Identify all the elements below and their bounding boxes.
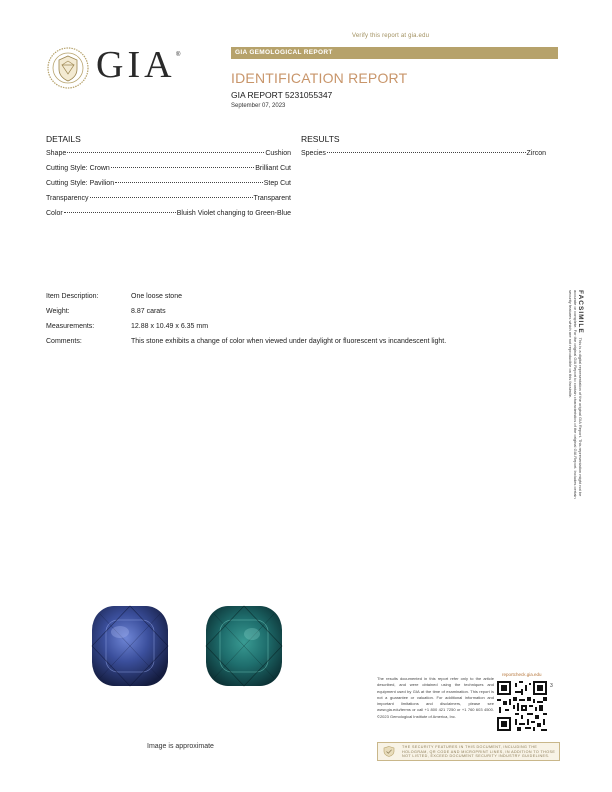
qr-number: 3 (550, 683, 553, 689)
leader-dots (90, 197, 253, 198)
security-text: THE SECURITY FEATURES IN THIS DOCUMENT, INCLUDING THE HOLOGRAM, QR CODE AND MICROPRINT LINES, IN ADDITION TO THOSE NOT LISTED, EXCEED DOCUMENT SECURITY INDUSTRY GUIDELINES. (402, 745, 556, 759)
detail-row-crown (46, 165, 291, 175)
detail-label: Shape (46, 150, 67, 157)
weight-label: Weight: (46, 308, 70, 315)
comments-label: Comments: (46, 338, 82, 345)
result-row-species (301, 150, 546, 160)
detail-value: Cushion (265, 150, 291, 157)
comments-value: This stone exhibits a change of color when viewed under daylight or fluorescent vs incandescent light. (131, 338, 447, 345)
detail-row-pavilion (46, 180, 291, 190)
reportcheck-link[interactable]: reportcheck.gia.edu (502, 672, 542, 677)
measurements-label: Measurements: (46, 323, 95, 330)
detail-label: Cutting Style: Pavilion (46, 180, 115, 187)
detail-label: Cutting Style: Crown (46, 165, 110, 172)
verify-link[interactable]: Verify this report at gia.edu (352, 33, 430, 39)
leader-dots (111, 167, 254, 168)
leader-dots (64, 212, 176, 213)
qr-code-icon[interactable] (497, 681, 547, 731)
detail-label: Transparency (46, 195, 89, 202)
result-label: Species (301, 150, 326, 157)
detail-row-color (46, 210, 291, 220)
detail-value: Bluish Violet changing to Green-Blue (176, 210, 291, 217)
leader-dots (327, 152, 526, 153)
detail-row-shape (46, 150, 291, 160)
registered-mark: ® (176, 52, 181, 58)
weight-value: 8.87 carats (131, 308, 166, 315)
report-type-label: GIA GEMOLOGICAL REPORT (235, 49, 333, 56)
report-type-bar (231, 47, 558, 59)
gia-seal-icon (47, 47, 89, 89)
security-shield-icon (383, 746, 395, 757)
detail-value: Brilliant Cut (255, 165, 291, 172)
gem-image-daylight (90, 604, 170, 688)
facsimile-text: This is a digital representation of the original GIA Report. This representation might not be accurate or complete. For the original GIA Report to contain characteristics of the original GIA Report. Includes certain security features which are not reproducible on this facsimile. (568, 290, 583, 499)
disclaimer-text: The results documented in this report refer only to the article described, and were obtained using the techniques and equipment used by GIA at the time of examination. This report is not a guarantee or valuation. For additional information and important limitations and disclaimers, please see www.gia.edu/terms or call +1 800 421 7250 or +1 760 603 4500. ©2023 Gemological Institute of America, Inc. (377, 676, 494, 719)
facsimile-notice (563, 290, 583, 505)
gem-image-incandescent (204, 604, 284, 688)
leader-dots (115, 182, 263, 183)
report-number: GIA REPORT 5231055347 (231, 90, 333, 100)
facsimile-word: FACSIMILE (577, 290, 584, 334)
image-caption: Image is approximate (147, 743, 214, 750)
result-value: Zircon (526, 150, 546, 157)
details-heading: DETAILS (46, 134, 81, 144)
detail-row-transparency (46, 195, 291, 205)
results-heading: RESULTS (301, 134, 340, 144)
leader-dots (67, 152, 264, 153)
report-date: September 07, 2023 (231, 103, 286, 109)
item-description-label: Item Description: (46, 293, 99, 300)
gia-logo-text: GIA (96, 44, 176, 86)
detail-value: Transparent (253, 195, 291, 202)
measurements-value: 12.88 x 10.49 x 6.35 mm (131, 323, 209, 330)
report-title: IDENTIFICATION REPORT (231, 70, 408, 86)
security-notice (377, 742, 560, 761)
detail-label: Color (46, 210, 63, 217)
detail-value: Step Cut (263, 180, 291, 187)
item-description-value: One loose stone (131, 293, 182, 300)
